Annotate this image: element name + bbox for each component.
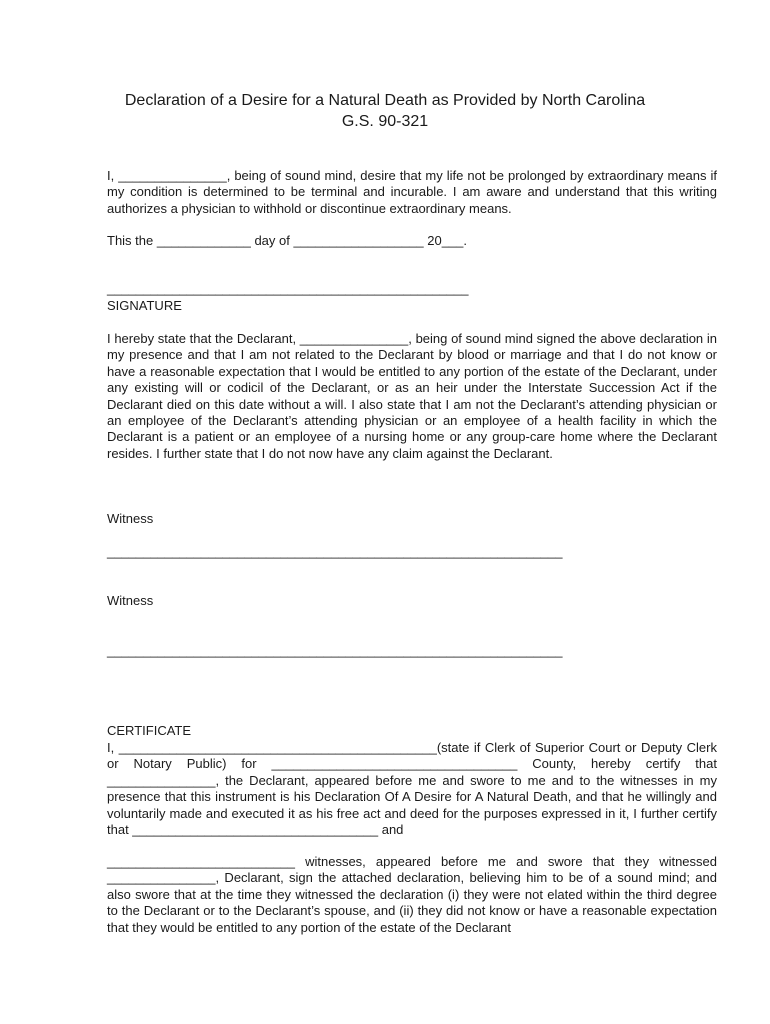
title-line-2: G.S. 90-321 xyxy=(341,113,429,130)
signature-rule: __________________________________________________ xyxy=(107,281,469,296)
witness-signature-rule-2: _______________________________________________________________ xyxy=(107,643,563,658)
witness-statement: I hereby state that the Declarant, _______________, being of sound mind signed the above declaration in my presence and that I am not related to the Declarant by blood or marriage and that I do not know or have a reasonable expectation that I would be entitled to any portion of the estate of the Declarant, under any existing will or codicil of the Declarant, or as an heir under the Interstate Succession Act if the Declarant died on this date without a will. I also state that I am not the Declarant’s attending physician or an employee of the Declarant’s attending physician or an employee of a health facility in which the Declarant is a patient or an employee of a nursing home or any group-care home where the Declarant resides. I further state that I do not now have any claim against the Declarant. xyxy=(107,331,717,461)
title-line-1: Declaration of a Desire for a Natural Death as Provided by North Carolina xyxy=(124,92,646,109)
certificate-paragraph-2: __________________________ witnesses, appeared before me and swore that they witnessed _______________, Declarant, sign the attached declaration, believing him to be of a sound mind; and also swore that at the time they witnessed the declaration (i) they were not elated within the third degree to the Declarant or to the Declarant’s spouse, and (ii) they did not know or have a reasonable expectation that they would be entitled to any portion of the estate of the Declarant xyxy=(107,854,717,935)
witness-label-1: Witness xyxy=(107,511,154,526)
certificate-heading: CERTIFICATE xyxy=(107,723,192,738)
certificate-paragraph-1: I, ____________________________________________(state if Clerk of Superior Court or Deputy Clerk or Notary Public) for __________________________________ County, hereby certify that _______________, the Declarant, appeared before me and swore to me and to the witnesses in my presence that this instrument is his Declaration Of A Desire for A Natural Death, and that he willingly and voluntarily made and executed it as his free act and deed for the purposes expressed in it, I further certify that __________________________________ and xyxy=(107,740,717,838)
signature-label: SIGNATURE xyxy=(107,298,182,313)
witness-label-2: Witness xyxy=(107,593,154,608)
date-line: This the _____________ day of __________________ 20___. xyxy=(107,233,467,248)
declaration-paragraph: I, _______________, being of sound mind, desire that my life not be prolonged by extraordinary means if my condition is determined to be terminal and incurable. I am aware and understand that this writing authorizes a physician to withhold or discontinue extraordinary means. xyxy=(107,168,717,216)
document-title xyxy=(60,90,710,132)
witness-signature-rule-1: _______________________________________________________________ xyxy=(107,544,563,559)
